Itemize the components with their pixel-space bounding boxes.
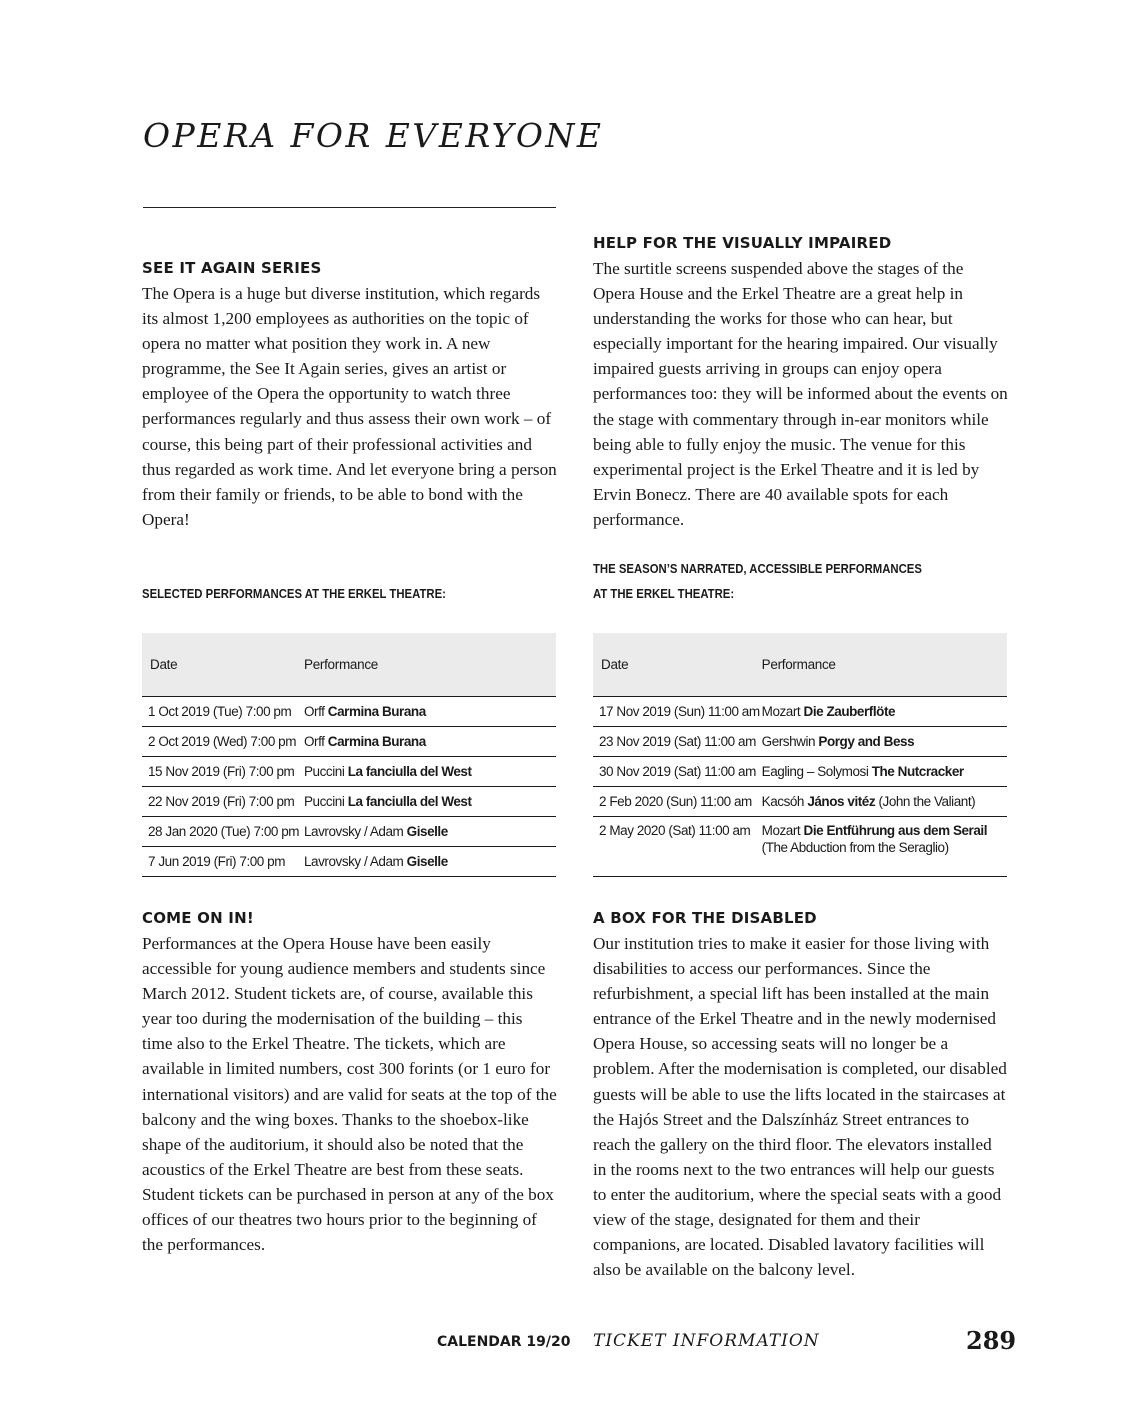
- col-header-performance: Performance: [760, 633, 1007, 697]
- come-on-in-heading: COME ON IN!: [142, 909, 254, 927]
- row-composer: Mozart: [761, 704, 801, 719]
- row-performance: [760, 727, 1007, 757]
- row-performance: [760, 787, 1007, 817]
- table-row: [142, 787, 556, 817]
- narrated-heading-line2: AT THE ERKEL THEATRE:: [593, 586, 735, 601]
- row-work: Die Entführung aus dem Serail: [803, 823, 988, 838]
- see-it-again-heading: SEE IT AGAIN SERIES: [142, 259, 322, 277]
- page-title: OPERA FOR EVERYONE: [143, 116, 604, 155]
- row-date: 2 Oct 2019 (Wed) 7:00 pm: [142, 727, 302, 757]
- footer-section-title: TICKET INFORMATION: [593, 1331, 820, 1351]
- selected-performances-heading: SELECTED PERFORMANCES AT THE ERKEL THEATRE:: [142, 586, 446, 601]
- row-composer: Puccini: [304, 764, 345, 779]
- row-date: 15 Nov 2019 (Fri) 7:00 pm: [142, 757, 302, 787]
- row-composer: Orff: [304, 704, 325, 719]
- come-on-in-body: Performances at the Opera House have been easily accessible for young audience members and students since March 2012. Student tickets are, of course, available this year too during the modernisation of the building – this time also to the Erkel Theatre. The tickets, which are available in limited numbers, cost 300 forints (or 1 euro for international visitors) and are valid for seats at the top of the balcony and the wing boxes. Thanks to the shoebox-like shape of the auditorium, it should also be noted that the acoustics of the Erkel Theatre are best from these seats. Student tickets can be purchased in person at any of the box offices of our theatres two hours prior to the beginning of the performances.: [142, 934, 557, 1255]
- visually-impaired-heading: HELP FOR THE VISUALLY IMPAIRED: [593, 234, 892, 252]
- row-performance: [302, 847, 556, 877]
- row-date: 30 Nov 2019 (Sat) 11:00 am: [593, 757, 760, 787]
- row-work: Die Zauberflöte: [803, 704, 896, 719]
- see-it-again-section: [142, 256, 557, 532]
- row-date: 17 Nov 2019 (Sun) 11:00 am: [593, 697, 760, 727]
- row-date: 2 May 2020 (Sat) 11:00 am: [593, 817, 760, 877]
- row-note: (The Abduction from the Seraglio): [761, 840, 949, 855]
- selected-performances-table: [142, 633, 556, 877]
- row-work: Carmina Burana: [327, 734, 426, 749]
- table-header-row: [593, 633, 1007, 697]
- come-on-in-section: [142, 906, 557, 1257]
- row-composer: Puccini: [304, 794, 345, 809]
- row-performance: [760, 757, 1007, 787]
- table-row: [593, 817, 1007, 877]
- row-date: 7 Jun 2019 (Fri) 7:00 pm: [142, 847, 302, 877]
- see-it-again-body: The Opera is a huge but diverse institution, which regards its almost 1,200 employees as authorities on the topic of opera no matter what position they work in. A new programme, the See It Again series, gives an artist or employee of the Opera the opportunity to watch three performances regularly and thus assess their own work – of course, this being part of their professional activities and thus regarded as work time. And let everyone bring a person from their family or friends, to be able to bond with the Opera!: [142, 284, 557, 529]
- row-composer: Mozart: [761, 823, 801, 838]
- row-work: La fanciulla del West: [347, 794, 472, 809]
- row-performance: [302, 787, 556, 817]
- table-row: [593, 727, 1007, 757]
- row-date: 2 Feb 2020 (Sun) 11:00 am: [593, 787, 760, 817]
- table-row: [593, 697, 1007, 727]
- visually-impaired-body: The surtitle screens suspended above the stages of the Opera House and the Erkel Theatre are a great help in understanding the works for those who can hear, but especially important for the hearing impaired. Our visually impaired guests arriving in groups can enjoy opera performances too: they will be informed about the events on the stage with commentary through in-ear monitors while being able to fully enjoy the music. The venue for this experimental project is the Erkel Theatre and it is led by Ervin Bonecz. There are 40 available spots for each performance.: [593, 259, 1008, 529]
- box-disabled-section: [593, 906, 1008, 1282]
- row-note: (John the Valiant): [878, 794, 976, 809]
- row-performance: [302, 697, 556, 727]
- row-date: 22 Nov 2019 (Fri) 7:00 pm: [142, 787, 302, 817]
- row-work: János vitéz: [807, 794, 876, 809]
- row-work: La fanciulla del West: [347, 764, 472, 779]
- row-work: The Nutcracker: [871, 764, 964, 779]
- col-header-date: Date: [593, 633, 760, 697]
- row-date: 28 Jan 2020 (Tue) 7:00 pm: [142, 817, 302, 847]
- row-composer: Lavrovsky / Adam: [304, 824, 404, 839]
- footer-calendar: CALENDAR 19/20: [437, 1334, 571, 1350]
- visually-impaired-section: [593, 231, 1008, 532]
- table-row: [142, 847, 556, 877]
- row-work: Porgy and Bess: [818, 734, 915, 749]
- row-work: Giselle: [406, 824, 448, 839]
- title-divider: [143, 207, 556, 208]
- col-header-performance: Performance: [302, 633, 556, 697]
- table-row: [142, 727, 556, 757]
- row-composer: Kacsóh: [761, 794, 804, 809]
- narrated-heading-line1: THE SEASON’S NARRATED, ACCESSIBLE PERFORMANCES: [593, 561, 922, 576]
- table-row: [593, 757, 1007, 787]
- row-composer: Lavrovsky / Adam: [304, 854, 404, 869]
- row-performance: [760, 817, 1007, 877]
- row-performance: [760, 697, 1007, 727]
- row-date: 23 Nov 2019 (Sat) 11:00 am: [593, 727, 760, 757]
- selected-performances-heading-block: [142, 581, 557, 606]
- col-header-date: Date: [142, 633, 302, 697]
- row-composer: Eagling – Solymosi: [761, 764, 869, 779]
- table-header-row: [142, 633, 556, 697]
- narrated-performances-table: [593, 633, 1007, 877]
- row-composer: Gershwin: [761, 734, 816, 749]
- table-row: [142, 817, 556, 847]
- row-performance: [302, 727, 556, 757]
- table-row: [142, 757, 556, 787]
- row-work: Carmina Burana: [327, 704, 426, 719]
- narrated-performances-heading-block: [593, 556, 1008, 606]
- table-row: [142, 697, 556, 727]
- row-composer: Orff: [304, 734, 325, 749]
- row-performance: [302, 817, 556, 847]
- table-row: [593, 787, 1007, 817]
- row-performance: [302, 757, 556, 787]
- row-work: Giselle: [406, 854, 448, 869]
- box-disabled-heading: A BOX FOR THE DISABLED: [593, 909, 817, 927]
- box-disabled-body: Our institution tries to make it easier for those living with disabilities to access our performances. Since the refurbishment, a special lift has been installed at the main entrance of the Erkel Theatre and in the newly modernised Opera House, so accessing seats will no longer be a problem. After the modernisation is completed, our disabled guests will be able to use the lifts located in the staircases at the Hajós Street and the Dalszínház Street entrances to reach the gallery on the third floor. The elevators installed in the rooms next to the two entrances will help our guests to enter the auditorium, where the special seats with a good view of the stage, designated for them and their companions, are located. Disabled lavatory facilities will also be available on the balcony level.: [593, 934, 1007, 1280]
- page-number: 289: [966, 1326, 1017, 1355]
- row-date: 1 Oct 2019 (Tue) 7:00 pm: [142, 697, 302, 727]
